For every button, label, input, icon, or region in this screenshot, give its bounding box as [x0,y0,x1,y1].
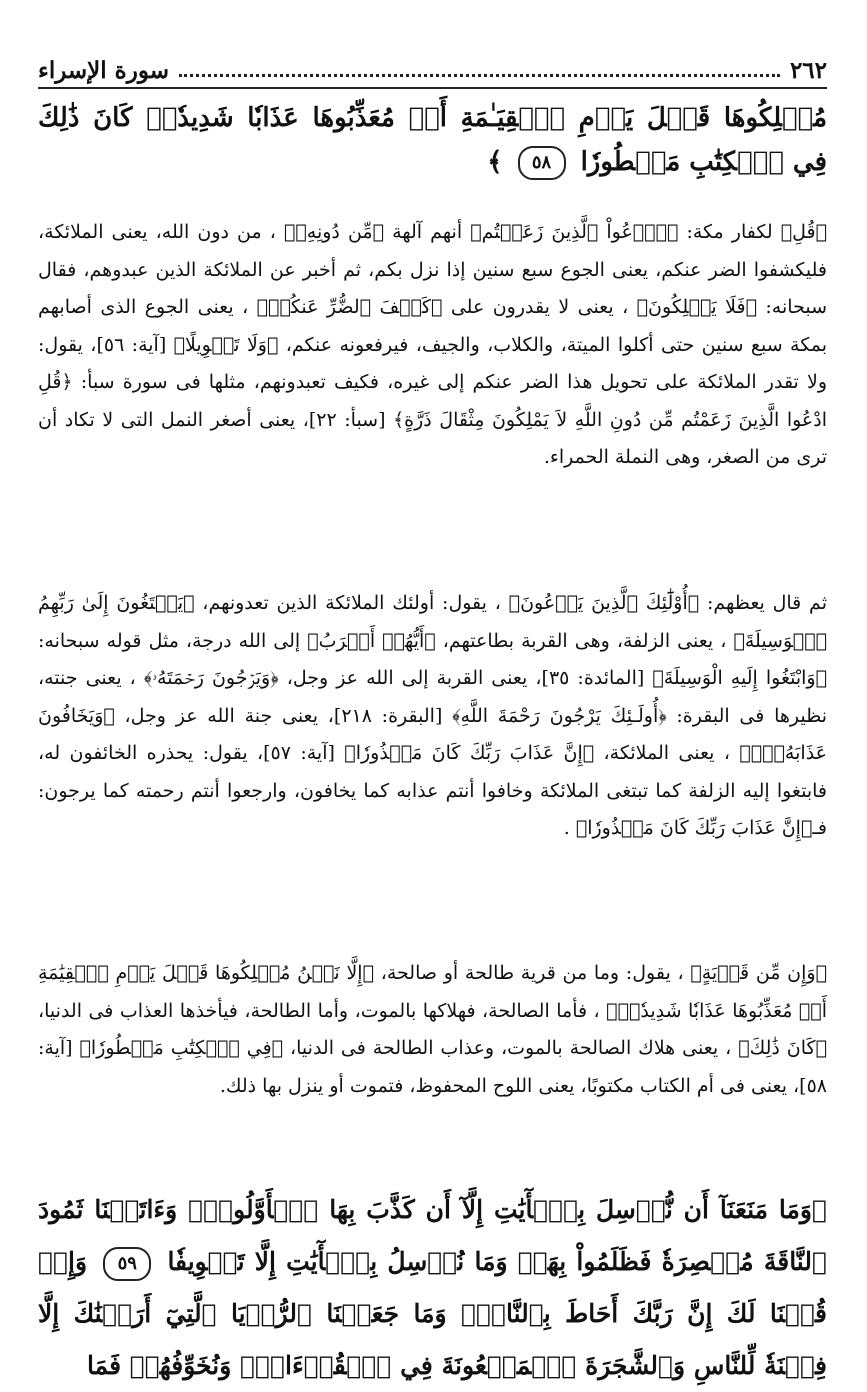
header-rule [38,87,827,89]
header-dotted-leader [179,73,780,77]
commentary-paragraph-3: ﴿وَإِن مِّن قَرۡيَةٍ﴾ ، يقول: وما من قرية طالحة أو صالحة، ﴿إِلَّا نَحۡنُ مُهۡلِكُوهَا قَبۡلَ يَوۡمِ ٱلۡقِيَٰمَةِ أَوۡ مُعَذِّبُوهَا عَذَابٗا شَدِيدٗاۚ﴾ ، فأما الصالحة، فهلاكها بالموت، وأما الطالحة، فيأخذها العذاب فى الدنيا، ﴿كَانَ ذَٰلِكَ﴾ ، يعنى هلاك الصالحة بالموت، وعذاب الطالحة فى الدنيا، ﴿فِي ٱلۡكِتَٰبِ مَسۡطُورٗا﴾ [آية: ٥٨]، يعنى فى أم الكتاب مكتوبًا، يعنى اللوح المحفوظ، فتموت أو ينزل بها ذلك. [38,962,827,1097]
ayah-number-marker: ٥٨ [518,146,566,180]
page-number: ٢٦٢ [789,57,827,84]
verse-top-close: ﴾ [487,147,503,177]
verse-bottom-part2: وَإِذۡ قُلۡنَا لَكَ إِنَّ رَبَّكَ أَحَاطَ بِٱلنَّاسِۚ وَمَا جَعَلۡنَا ٱلرُّءۡيَا ٱلَّتِيٓ أَرَيۡنَٰكَ إِلَّا فِتۡنَةٗ لِّلنَّاسِ وَٱلشَّجَرَةَ ٱلۡمَلۡعُونَةَ فِي ٱلۡقُرۡءَانِۚ وَنُخَوِّفُهُمۡ فَمَا [38,1247,827,1380]
page-header [38,50,827,84]
verse-top [38,96,827,184]
verse-top-text: مُهۡلِكُوهَا قَبۡلَ يَوۡمِ ٱلۡقِيَـٰمَةِ أَوۡ مُعَذِّبُوهَا عَذَابٗا شَدِيدٗاۚ كَانَ ذَٰلِكَ فِي ٱلۡكِتَٰبِ مَسۡطُورٗا [38,103,827,177]
surah-name: سورة الإسراء [38,57,169,84]
commentary-paragraph-2: ثم قال يعظهم: ﴿أُوْلَٰٓئِكَ ٱلَّذِينَ يَدۡعُونَ﴾ ، يقول: أولئك الملائكة الذين تعدونهم، ﴿يَبۡتَغُونَ إِلَىٰ رَبِّهِمُ ٱلۡوَسِيلَةَ﴾ ، يعنى الزلفة، وهى القربة بطاعتهم، ﴿أَيُّهُمۡ أَقۡرَبُ﴾ إلى الله درجة، مثل قوله سبحانه: ﴿وَابْتَغُوا إِلَيهِ الْوَسِيلَةَ﴾ [المائدة: ٣٥]، يعنى القربة إلى الله عز وجل، ﴿وَيَرۡجُونَ رَحۡمَتَهُۥ﴾ ، يعنى جنته، نظيرها فى البقرة: ﴿أُولَـئِكَ يَرْجُونَ رَحْمَةَ اللَّهِ﴾ [البقرة: ٢١٨]، يعنى جنة الله عز وجل، ﴿وَيَخَافُونَ عَذَابَهُۥٓۚ﴾ ، يعنى الملائكة، ﴿إِنَّ عَذَابَ رَبِّكَ كَانَ مَحۡذُورٗا﴾ [آية: ٥٧]، يقول: يحذره الخائفون له، فابتغوا إليه الزلفة كما تبتغى الملائكة وخافوا أنتم عذابه كما يخافون، وارجعوا أنتم رحمته كما يرجون: فـ﴿إِنَّ عَذَابَ رَبِّكَ كَانَ مَحۡذُورٗا﴾ . [38,592,827,839]
verse-bottom [38,1184,827,1392]
ayah-number-marker-59: ٥٩ [103,1247,151,1281]
verse-bottom-part1: ﴿وَمَا مَنَعَنَآ أَن نُّرۡسِلَ بِٱلۡأٓيَٰتِ إِلَّآ أَن كَذَّبَ بِهَا ٱلۡأَوَّلُونَۚ وَءَاتَيۡنَا ثَمُودَ ٱلنَّاقَةَ مُبۡصِرَةٗ فَظَلَمُواْ بِهَاۚ وَمَا نُرۡسِلُ بِٱلۡأٓيَٰتِ إِلَّا تَخۡوِيفٗا [38,1195,827,1276]
commentary-paragraph-1: ﴿قُلِ﴾ لكفار مكة: ﴿ٱدۡعُواْ ٱلَّذِينَ زَعَمۡتُم﴾ أنهم آلهة ﴿مِّن دُونِهِۦ﴾ ، من دون الله، يعنى الملائكة، فليكشفوا الضر عنكم، يعنى الجوع سبع سنين إذا نزل بكم، ثم أخبر عن الملائكة الذين عبدوهم، فقال سبحانه: ﴿فَلَا يَمۡلِكُونَ﴾ ، يعنى لا يقدرون على ﴿كَشۡفَ ٱلضُّرِّ عَنكُمۡ﴾ ، يعنى الجوع الذى أصابهم بمكة سبع سنين حتى أكلوا الميتة، والكلاب، والجيف، فيرفعونه عنكم، ﴿وَلَا تَحۡوِيلًا﴾ [آية: ٥٦]، يقول: ولا تقدر الملائكة على تحويل هذا الضر عنكم إلى غيره، فكيف تعبدونهم، مثلها فى سورة سبأ: ﴿قُلِ ادْعُوا الَّذِينَ زَعَمْتُم مِّن دُونِ اللَّهِ لاَ يَمْلِكُونَ مِثْقَالَ ذَرَّةٍ﴾ [سبأ: ٢٢]، يعنى أصغر النمل التى لا تكاد أن ترى من الصغر، وهى النملة الحمراء. [38,221,827,468]
